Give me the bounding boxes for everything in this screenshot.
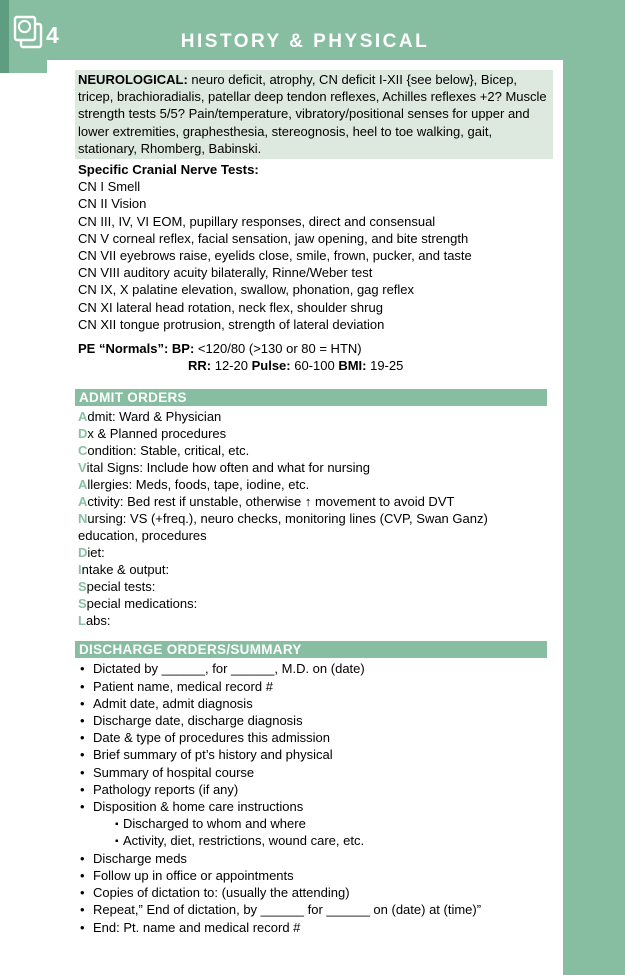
bullet-marker: • [80, 919, 85, 935]
admit-orders-list [78, 408, 547, 629]
admit-order-row [78, 442, 547, 459]
bullet-marker: ▪ [115, 819, 119, 831]
discharge-bullet-row [78, 712, 547, 729]
page-number: 4 [46, 22, 59, 48]
bullet-marker: • [80, 695, 85, 711]
discharge-bullet-row [78, 919, 547, 936]
mnemonic-letter: D [78, 426, 88, 442]
pe-normals-line1 [78, 340, 547, 357]
bullet-marker: • [80, 885, 85, 901]
admit-order-text: ondition: Stable, critical, etc. [87, 443, 250, 459]
discharge-bullet-row [78, 678, 547, 695]
admit-order-row [78, 408, 547, 425]
discharge-bullet-text: Disposition & home care instructions [93, 799, 304, 815]
cranial-test-row: CN XII tongue protrusion, strength of lateral deviation [78, 316, 385, 332]
discharge-bullet-text: End: Pt. name and medical record # [93, 919, 301, 935]
cranial-test-row: CN XI lateral head rotation, neck flex, shoulder shrug [78, 299, 383, 315]
discharge-bullet-text: Repeat,” End of dictation, by ______ for ______ on (date) at (time)” [93, 902, 482, 918]
neurological-label: NEUROLOGICAL: [78, 72, 188, 87]
mnemonic-letter: S [78, 596, 87, 612]
bullet-marker: • [80, 661, 85, 677]
cranial-test-row: CN V corneal reflex, facial sensation, jaw opening, and bite strength [78, 230, 469, 246]
bullet-marker: • [80, 747, 85, 763]
bullet-marker: • [80, 764, 85, 780]
discharge-bullet-row [78, 884, 547, 901]
pages-icon [13, 15, 44, 50]
mnemonic-letter: C [78, 443, 88, 459]
admit-order-text: llergies: Meds, foods, tape, iodine, etc. [87, 477, 310, 493]
admit-order-text: pecial tests: [86, 579, 156, 595]
discharge-list [78, 660, 547, 935]
mnemonic-letter: A [78, 477, 88, 493]
text-segment: 19-25 [366, 358, 404, 374]
discharge-bullet-row [78, 901, 547, 918]
neurological-summary [75, 70, 553, 159]
admit-order-row [78, 476, 547, 493]
mnemonic-letter: S [78, 579, 87, 595]
mnemonic-letter: A [78, 494, 88, 510]
bullet-marker: • [80, 730, 85, 746]
admit-order-row [78, 459, 547, 476]
admit-order-row [78, 595, 547, 612]
admit-order-row [78, 425, 547, 442]
cranial-tests-heading: Specific Cranial Nerve Tests: [78, 162, 259, 178]
admit-order-text: education, procedures [78, 528, 207, 544]
text-segment: PE “Normals”: BP: [78, 341, 195, 357]
discharge-bullet-row [78, 832, 547, 849]
discharge-bullet-text: Date & type of procedures this admission [93, 730, 331, 746]
mnemonic-letter: L [78, 613, 86, 629]
admit-order-row [78, 561, 547, 578]
discharge-bullet-text: Patient name, medical record # [93, 678, 273, 694]
admit-orders-header: ADMIT ORDERS [75, 389, 547, 406]
discharge-bullet-text: Discharged to whom and where [123, 816, 306, 832]
discharge-bullet-row [78, 867, 547, 884]
cranial-test-row: CN I Smell [78, 179, 141, 195]
discharge-bullet-row [78, 764, 547, 781]
mnemonic-letter: V [78, 460, 87, 476]
discharge-header: DISCHARGE ORDERS/SUMMARY [75, 641, 547, 658]
admit-order-text: dmit: Ward & Physician [87, 409, 222, 425]
bullet-marker: • [80, 902, 85, 918]
discharge-bullet-row [78, 695, 547, 712]
bullet-marker: ▪ [115, 836, 119, 848]
discharge-bullet-text: Copies of dictation to: (usually the attending) [93, 885, 350, 901]
admit-order-text: ctivity: Bed rest if unstable, otherwise ↑ movement to avoid DVT [87, 494, 455, 510]
right-margin-column [563, 0, 625, 975]
text-segment: 60-100 [290, 358, 339, 374]
discharge-bullet-row [78, 660, 547, 677]
text-segment: RR: [188, 358, 212, 374]
admit-order-text: x & Planned procedures [87, 426, 227, 442]
bullet-marker: • [80, 850, 85, 866]
text-segment: 12-20 [211, 358, 252, 374]
discharge-bullet-row [78, 850, 547, 867]
bullet-marker: • [80, 713, 85, 729]
admit-order-text: ntake & output: [81, 562, 170, 578]
mnemonic-letter: D [78, 545, 88, 561]
cranial-test-row: CN III, IV, VI EOM, pupillary responses, direct and consensual [78, 213, 436, 229]
discharge-bullet-text: Brief summary of pt’s history and physical [93, 747, 333, 763]
mnemonic-letter: A [78, 409, 88, 425]
admit-order-text: iet: [87, 545, 105, 561]
bullet-marker: • [80, 678, 85, 694]
text-segment: Pulse: [251, 358, 291, 374]
discharge-bullet-row [78, 746, 547, 763]
admit-order-text: ital Signs: Include how often and what for nursing [86, 460, 370, 476]
admit-order-row [78, 612, 547, 629]
mnemonic-letter: N [78, 511, 88, 527]
discharge-bullet-row [78, 798, 547, 815]
mnemonic-letter: I [78, 562, 82, 578]
pe-normals-line2 [78, 357, 547, 374]
bullet-marker: • [80, 781, 85, 797]
discharge-bullet-text: Follow up in office or appointments [93, 867, 294, 883]
neurological-text: neuro deficit, atrophy, CN deficit I-XII {see below}, Bicep, tricep, brachioradialis, patellar deep tendon reflexes, Achilles reflexes +2? Muscle strength tests 5/5? Pain/temperature, vibratory/positional senses for upper and lower extremities, graphesthesia, stereognosis, heel to toe walking, gait, stationary, Rhomberg, Babinski. [78, 72, 547, 156]
discharge-bullet-row [78, 729, 547, 746]
cranial-test-row: CN VII eyebrows raise, eyelids close, smile, frown, pucker, and taste [78, 248, 472, 264]
admit-order-row [78, 544, 547, 561]
admit-order-text: pecial medications: [86, 596, 198, 612]
pe-normals [78, 340, 547, 374]
bullet-marker: • [80, 799, 85, 815]
discharge-bullet-text: Pathology reports (if any) [93, 781, 239, 797]
admit-order-row [78, 510, 547, 527]
cranial-test-row: CN VIII auditory acuity bilaterally, Rinne/Weber test [78, 265, 373, 281]
discharge-bullet-text: Admit date, admit diagnosis [93, 695, 253, 711]
admit-order-row [78, 578, 547, 595]
text-segment: BMI: [338, 358, 367, 374]
bullet-marker: • [80, 867, 85, 883]
admit-order-text: ursing: VS (+freq.), neuro checks, monitoring lines (CVP, Swan Ganz) [87, 511, 488, 527]
discharge-bullet-row [78, 815, 547, 832]
text-segment: <120/80 (>130 or 80 = HTN) [194, 341, 362, 357]
admit-order-row [78, 493, 547, 510]
page-title: HISTORY & PHYSICAL [180, 31, 430, 52]
discharge-bullet-text: Discharge meds [93, 850, 187, 866]
cranial-test-row: CN IX, X palatine elevation, swallow, phonation, gag reflex [78, 282, 415, 298]
content-card [47, 60, 563, 975]
discharge-bullet-text: Summary of hospital course [93, 764, 255, 780]
cranial-test-row: CN II Vision [78, 196, 147, 212]
discharge-bullet-text: Dictated by ______, for ______, M.D. on (date) [93, 661, 365, 677]
discharge-bullet-text: Discharge date, discharge diagnosis [93, 713, 303, 729]
cranial-tests-list [78, 178, 547, 333]
spine-stripe [0, 0, 9, 73]
admit-order-text: abs: [85, 613, 111, 629]
discharge-bullet-text: Activity, diet, restrictions, wound care, etc. [123, 833, 365, 849]
admit-order-row [78, 527, 547, 544]
discharge-bullet-row [78, 781, 547, 798]
